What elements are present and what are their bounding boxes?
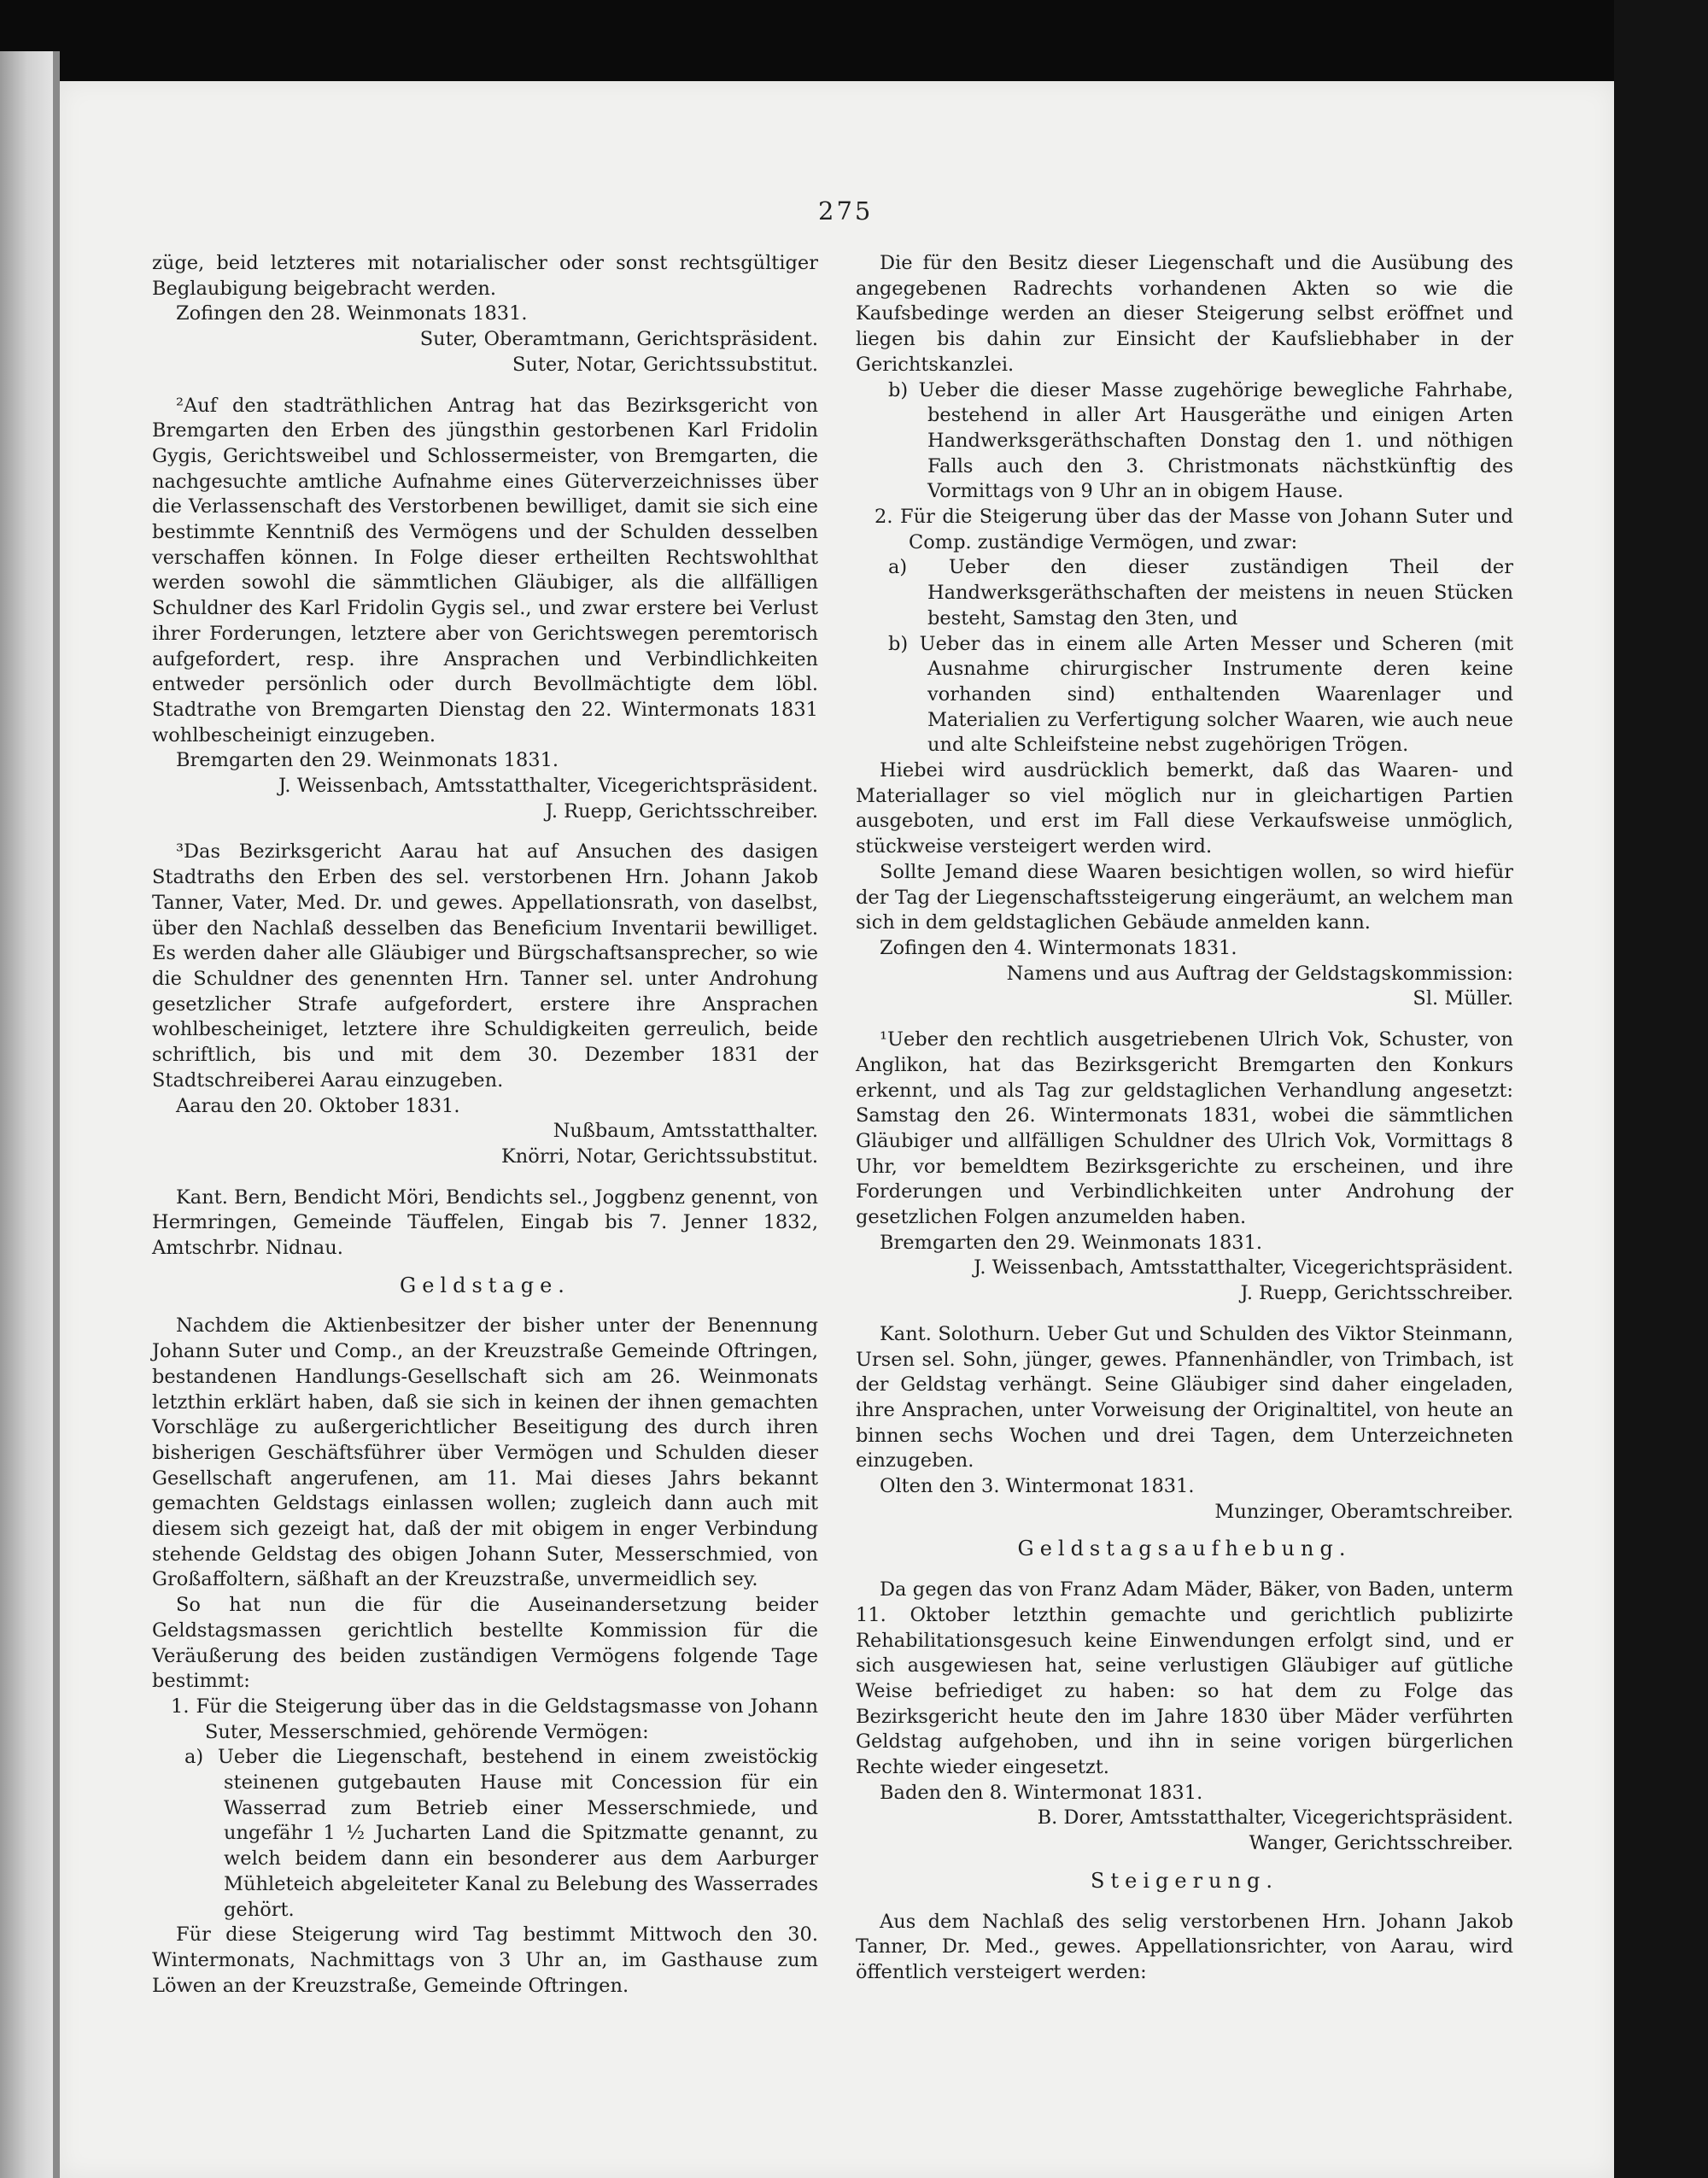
paragraph: Da gegen das von Franz Adam Mäder, Bäker, von Baden, unterm 11. Oktober letzthin gemachte und gerichtlich publizirte Rehabilitationsgesuch keine Einwendungen erfolgt sind, und er sich ausgewiesen hat, seine verlustigen Gläubiger auf gütliche Weise befriediget zu haben: so hat dem zu Folge das Bezirksgericht heute den im Jahre 1830 über Mäder verführten Geldstag aufgehoben, und ihn in seine vorigen bürgerlichen Rechte wieder eingesetzt. — [856, 1578, 1513, 1779]
paragraph: Die für den Besitz dieser Liegenschaft und die Ausübung des angegebenen Radrechts vorhandenen Akten so wie die Kaufsbedinge werden an dieser Steigerung selbst eröffnet und liegen bis dahin zur Einsicht der Kaufsliebhaber in der Gerichtskanzlei. — [856, 252, 1513, 376]
paragraph: ²Auf den stadträthlichen Antrag hat das Bezirksgericht von Bremgarten den Erben des jüngsthin gestorbenen Karl Fridolin Gygis, Gerichtsweibel und Schlossermeister, von Bremgarten, die nachgesuchte amtliche Aufnahme eines Güterverzeichnisses über die Verlassenschaft des Verstorbenen bewilliget, damit sie sich eine bestimmte Kenntniß des Vermögens und der Schulden desselben verschaffen können. In Folge dieser ertheilten Rechtswohlthat werden sowohl die sämmtlichen Gläubiger, als die allfälligen Schuldner des Karl Fridolin Gygis sel., und zwar erstere bei Verlust ihrer Forderungen, letztere aber von Gerichtswegen peremtorisch aufgefordert, resp. ihre Ansprachen und Verbindlichkeiten entweder persönlich oder durch Bevollmächtigte dem löbl. Stadtrathe von Bremgarten Dienstag den 22. Wintermonats 1831 wohlbescheinigt einzugeben. — [152, 394, 818, 746]
signature-line: Sl. Müller. — [1413, 987, 1513, 1010]
paragraph: Zofingen den 28. Weinmonats 1831. — [176, 302, 528, 325]
signature-line: Suter, Oberamtmann, Gerichtspräsident. — [419, 328, 818, 351]
paragraph-gap — [856, 1012, 1513, 1028]
signature-line: Knörri, Notar, Gerichtssubstitut. — [500, 1145, 818, 1168]
paragraph: Olten den 3. Wintermonat 1831. — [880, 1475, 1195, 1498]
paragraph: Kant. Solothurn. Ueber Gut und Schulden des Viktor Steinmann, Ursen sel. Sohn, jünger, gewes. Pfannenhändler, von Trimbach, ist der Geldstag verhängt. Seine Gläubiger sind daher eingeladen, ihre Ansprachen, unter Vorweisung der Originaltitel, von heute an binnen sechs Wochen und drei Tagen, dem Unterzeichneten einzugeben. — [856, 1322, 1513, 1472]
paragraph: ¹Ueber den rechtlich ausgetriebenen Ulrich Vok, Schuster, von Anglikon, hat das Bezirksgericht Bremgarten den Konkurs erkennt, und als Tag zur geldstaglichen Verhandlung angesetzt: Samstag den 26. Wintermonats 1831, wobei die sämmtlichen Gläubiger und allfälligen Schuldner des Ulrich Vok, Vormittags 8 Uhr, vor bemeldtem Bezirksgerichte zu erscheinen, und ihre Forderungen und Verbindlichkeiten unter Androhung der gesetzlichen Folgen anzumelden haben. — [856, 1028, 1513, 1229]
section-heading: Steigerung. — [1091, 1868, 1278, 1893]
sub-list-item: a) Ueber die Liegenschaft, bestehend in einem zweistöckig steinenen gutgebauten Hause mit Concession für ein Wasserrad zum Betrieb einer Messerschmiede, und ungefähr 1 ½ Jucharten Land die Spitzmatte genannt, zu welch beidem dann ein besonderer aus dem Aarburger Mühleteich abgeleiteter Kanal zu Belebung des Wasserrades gehört. — [184, 1746, 818, 1921]
paragraph: Für diese Steigerung wird Tag bestimmt Mittwoch den 30. Wintermonats, Nachmittags von 3 Uhr an, im Gasthause zum Löwen an der Kreuzstraße, Gemeinde Oftringen. — [152, 1923, 818, 1997]
right-column — [856, 251, 1513, 1986]
paragraph: Hiebei wird ausdrücklich bemerkt, daß das Waaren- und Materiallager so viel möglich nur in gleichartigen Partien ausgeboten, und erst im Fall diese Verkaufsweise unmöglich, stückweise versteigert werden wird. — [856, 759, 1513, 858]
list-item: 1. Für die Steigerung über das in die Geldstagsmasse von Johann Suter, Messerschmied, gehörende Vermögen: — [171, 1695, 818, 1743]
page-edge — [53, 51, 60, 2178]
signature-line: J. Weissenbach, Amtsstatthalter, Vicegerichtspräsident. — [974, 1256, 1513, 1279]
sub-list-item: b) Ueber das in einem alle Arten Messer und Scheren (mit Ausnahme chirurgischer Instrumente deren keine vorhanden sind) enthaltenden Waarenlager und Materialien zu Verfertigung solcher Waaren, wie auch neue und alte Schleifsteine nebst zugehörigen Trögen. — [888, 632, 1513, 757]
list-item: 2. Für die Steigerung über das der Masse von Johann Suter und Comp. zuständige Vermögen, und zwar: — [874, 506, 1513, 553]
section-heading: Geldstage. — [400, 1273, 570, 1297]
book-spine — [0, 51, 60, 2178]
paragraph: Zofingen den 4. Wintermonats 1831. — [880, 936, 1237, 959]
paragraph: ³Das Bezirksgericht Aarau hat auf Ansuchen des dasigen Stadtraths den Erben des sel. verstorbenen Hrn. Johann Jakob Tanner, Vater, Med. Dr. und gewes. Appellationsrath, von daselbst, über den Nachlaß desselben das Beneficium Inventarii bewilliget. Es werden daher alle Gläubiger und Bürgschaftsansprecher, so wie die Schuldner des genennten Hrn. Tanner sel. unter Androhung gesetzlicher Strafe aufgefordert, erstere ihre Ansprachen wohlbescheiniget, letztere ihre Schuldigkeiten gerreulich, beide schriftlich, bis und mit dem 30. Dezember 1831 der Stadtschreiberei Aarau einzugeben. — [152, 840, 818, 1092]
paragraph: züge, beid letzteres mit notarialischer oder sonst rechtsgültiger Beglaubigung beigebracht werden. — [152, 252, 818, 300]
scan-background-top — [0, 0, 1708, 81]
section-heading: Geldstagsaufhebung. — [1017, 1537, 1352, 1561]
paragraph: Bremgarten den 29. Weinmonats 1831. — [880, 1231, 1263, 1254]
signature-line: J. Ruepp, Gerichtsschreiber. — [1240, 1282, 1513, 1305]
paragraph-gap — [152, 824, 818, 840]
paragraph: Kant. Bern, Bendicht Möri, Bendichts sel., Joggbenz genennt, von Hermringen, Gemeinde Täuffelen, Eingab bis 7. Jenner 1832, Amtschrbr. Nidnau. — [152, 1186, 818, 1260]
signature-line: Namens und aus Auftrag der Geldstagskommission: — [1006, 962, 1513, 985]
signature-line: J. Weissenbach, Amtsstatthalter, Vicegerichtspräsident. — [278, 775, 818, 798]
signature-line: B. Dorer, Amtsstatthalter, Vicegerichtspräsident. — [1037, 1806, 1513, 1830]
paragraph: Nachdem die Aktienbesitzer der bisher unter der Benennung Johann Suter und Comp., an der Kreuzstraße Gemeinde Oftringen, bestandenen Handlungs-Gesellschaft sich am 26. Weinmonats letzthin erklärt haben, daß sie sich in keinen der ihnen gemachten Vorschläge zu außergerichtlicher Beseitigung des durch ihren bisherigen Geschäftsführer über Vermögen und Schulden dieser Gesellschaft angerufenen, am 11. Mai dieses Jahrs bekannt gemachten Geldstags einlassen wollen; zugleich dann auch mit diesem sich gezeigt hat, daß der mit obigem in enger Verbindung stehende Geldstag des obigen Johann Suter, Messerschmied, von Großaffoltern, säßhaft an der Kreuzstraße, unvermeidlich sey. — [152, 1314, 818, 1591]
paragraph-gap — [152, 378, 818, 394]
sub-list-item: b) Ueber die dieser Masse zugehörige bewegliche Fahrhabe, bestehend in aller Art Hausgeräthe und einigen Arten Handwerksgeräthschaften Donstag den 1. und nöthigen Falls auch den 3. Christmonats nächstkünftig des Vormittags von 9 Uhr an in obigem Hause. — [888, 378, 1513, 503]
signature-line: Munzinger, Oberamtschreiber. — [1214, 1500, 1513, 1523]
page-number: 275 — [818, 196, 874, 225]
signature-line: Wanger, Gerichtsschreiber. — [1249, 1832, 1513, 1855]
paragraph: Baden den 8. Wintermonat 1831. — [880, 1781, 1203, 1804]
paragraph-gap — [856, 1307, 1513, 1322]
signature-line: Suter, Notar, Gerichtssubstitut. — [512, 353, 818, 376]
signature-line: J. Ruepp, Gerichtsschreiber. — [545, 799, 818, 823]
paragraph-gap — [152, 1170, 818, 1186]
paragraph: Aus dem Nachlaß des selig verstorbenen Hrn. Johann Jakob Tanner, Dr. Med., gewes. Appellationsrichter, von Aarau, wird öffentlich versteigert werden: — [856, 1910, 1513, 1983]
sub-list-item: a) Ueber den dieser zuständigen Theil der Handwerksgeräthschaften der meistens in neuen Stücken besteht, Samstag den 3ten, und — [888, 556, 1513, 629]
paragraph: Sollte Jemand diese Waaren besichtigen wollen, so wird hiefür der Tag der Liegenschaftssteigerung eingeräumt, an welchem man sich in dem geldstaglichen Gebäude anmelden kann. — [856, 860, 1513, 934]
paragraph: Aarau den 20. Oktober 1831. — [176, 1094, 460, 1117]
left-column — [152, 251, 818, 1999]
paragraph: So hat nun die für die Auseinandersetzung beider Geldstagsmassen gerichtlich bestellte Kommission für die Veräußerung des beiden zuständigen Vermögens folgende Tage bestimmt: — [152, 1594, 818, 1693]
signature-line: Nußbaum, Amtsstatthalter. — [553, 1120, 818, 1143]
paragraph: Bremgarten den 29. Weinmonats 1831. — [176, 749, 559, 772]
scan-background-right — [1614, 0, 1708, 2178]
